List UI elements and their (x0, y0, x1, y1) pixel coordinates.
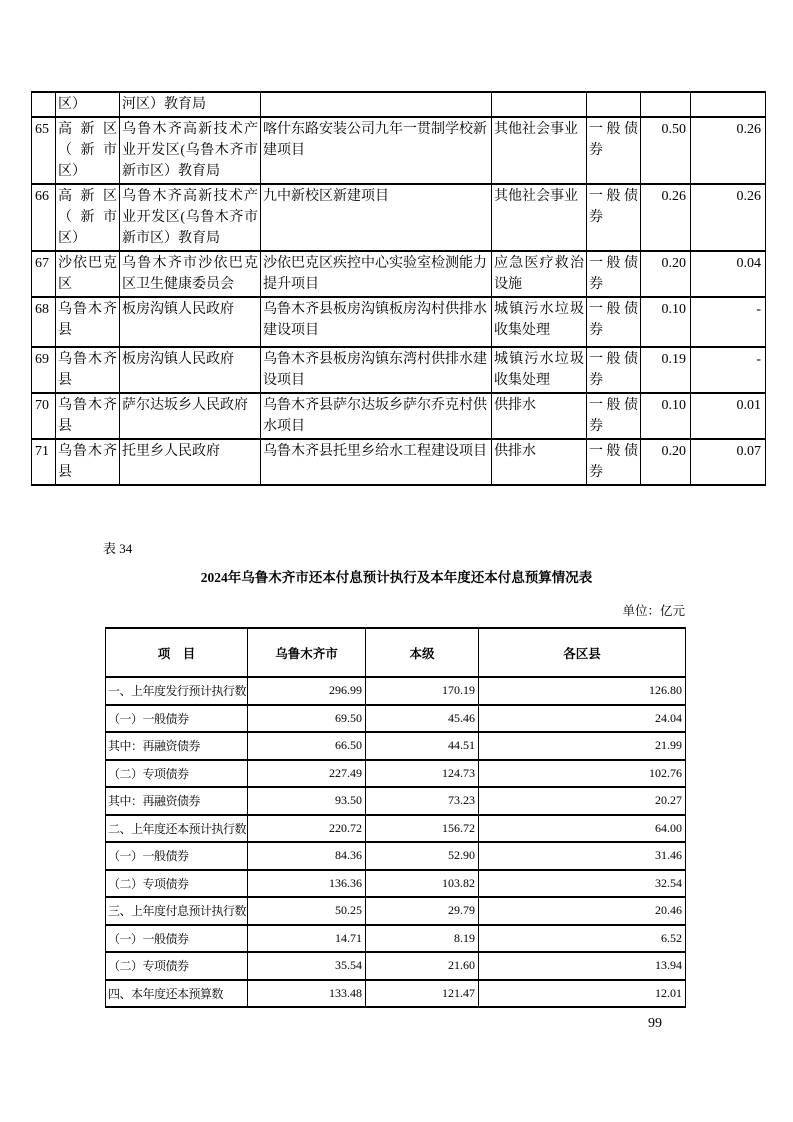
debt-table-cell: 124.73 (366, 760, 479, 788)
bond-projects-table (31, 91, 766, 486)
debt-table-cell: 121.47 (366, 980, 479, 1008)
debt-table-cell: 20.27 (479, 787, 686, 815)
debt-table-cell: 21.99 (479, 732, 686, 760)
debt-table-cell: （二）专项债券 (106, 870, 248, 898)
unit-label: 单位：亿元 (622, 604, 685, 618)
bond-table-cell: 67 (32, 251, 56, 297)
debt-table-cell: 170.19 (366, 677, 479, 705)
debt-table-row (106, 705, 686, 733)
bond-table-cell: 0.01 (691, 393, 766, 439)
bond-table-cell: 乌鲁木齐县 (56, 297, 120, 347)
bond-table-cell: 一般债券 (587, 297, 641, 347)
debt-table-cell: 8.19 (366, 925, 479, 953)
bond-table-cell: 区） (56, 92, 120, 117)
debt-table-cell: 21.60 (366, 952, 479, 980)
debt-table-cell: 13.94 (479, 952, 686, 980)
header-municipal-level: 本级 (366, 628, 479, 677)
bond-table-row (32, 184, 766, 251)
bond-table-cell: 乌鲁木齐县板房沟镇板房沟村供排水建设项目 (261, 297, 492, 347)
debt-table-row (106, 980, 686, 1008)
bond-table-cell: 0.26 (691, 184, 766, 251)
bond-table-cell: 66 (32, 184, 56, 251)
header-urumqi-city: 乌鲁木齐市 (248, 628, 366, 677)
bond-table-row (32, 439, 766, 485)
debt-table-cell: 31.46 (479, 842, 686, 870)
bond-table-cell: 其他社会事业 (492, 117, 587, 184)
debt-table-cell: 66.50 (248, 732, 366, 760)
debt-table-cell: 其中：再融资债券 (106, 787, 248, 815)
debt-table-cell: 24.04 (479, 705, 686, 733)
debt-table-cell: 126.80 (479, 677, 686, 705)
debt-table-header-row (106, 628, 686, 677)
bond-table-cell: 71 (32, 439, 56, 485)
debt-table-cell: 一、上年度发行预计执行数 (106, 677, 248, 705)
bond-table-cell: 城镇污水垃圾收集处理 (492, 297, 587, 347)
debt-table-row (106, 842, 686, 870)
bond-table-cell: 乌鲁木齐县板房沟镇东湾村供排水建设项目 (261, 347, 492, 393)
debt-table-cell: 220.72 (248, 815, 366, 843)
debt-table-cell: （一）一般债券 (106, 925, 248, 953)
debt-table-row (106, 952, 686, 980)
debt-table-cell: 93.50 (248, 787, 366, 815)
bond-table-cell: 一般债券 (587, 439, 641, 485)
debt-table-cell: 156.72 (366, 815, 479, 843)
bond-table-cell: 0.10 (641, 297, 691, 347)
bond-table-cell: 0.10 (641, 393, 691, 439)
debt-table-cell: 其中：再融资债券 (106, 732, 248, 760)
debt-table-cell: 三、上年度付息预计执行数 (106, 897, 248, 925)
debt-table-cell: 14.71 (248, 925, 366, 953)
debt-table-row (106, 677, 686, 705)
bond-table-cell: 沙依巴克区 (56, 251, 120, 297)
bond-table-cell: 供排水 (492, 439, 587, 485)
bond-table-cell: 0.20 (641, 439, 691, 485)
debt-table-cell: 133.48 (248, 980, 366, 1008)
debt-table-cell: 29.79 (366, 897, 479, 925)
bond-table-cell: 喀什东路安装公司九年一贯制学校新建项目 (261, 117, 492, 184)
debt-table-cell: （一）一般债券 (106, 842, 248, 870)
bond-table-row (32, 393, 766, 439)
bond-table-cell (261, 92, 492, 117)
bond-table-cell: 70 (32, 393, 56, 439)
debt-table-cell: 二、上年度还本预计执行数 (106, 815, 248, 843)
debt-table-cell: 73.23 (366, 787, 479, 815)
table-number-label: 表 34 (103, 541, 133, 556)
bond-table-cell: 应急医疗救治设施 (492, 251, 587, 297)
bond-table-cell: 一般债券 (587, 117, 641, 184)
bond-table-cell: 乌鲁木齐县 (56, 347, 120, 393)
debt-table-cell: （一）一般债券 (106, 705, 248, 733)
debt-table-cell: 32.54 (479, 870, 686, 898)
bond-table-cell: 乌鲁木齐市沙依巴克区卫生健康委员会 (120, 251, 261, 297)
bond-table-cell: 69 (32, 347, 56, 393)
bond-table-row (32, 347, 766, 393)
bond-table-cell: - (691, 297, 766, 347)
table-title: 2024年乌鲁木齐市还本付息预计执行及本年度还本付息预算情况表 (200, 570, 593, 585)
bond-table-cell: 供排水 (492, 393, 587, 439)
debt-table-cell: 四、本年度还本预算数 (106, 980, 248, 1008)
bond-table-cell (587, 92, 641, 117)
debt-table-cell: 136.36 (248, 870, 366, 898)
debt-table-row (106, 870, 686, 898)
bond-table-cell: 板房沟镇人民政府 (120, 347, 261, 393)
bond-table-row (32, 117, 766, 184)
debt-table-row (106, 815, 686, 843)
debt-table-cell: 103.82 (366, 870, 479, 898)
header-item: 项 目 (106, 628, 248, 677)
debt-table-cell: 35.54 (248, 952, 366, 980)
debt-table-cell: 64.00 (479, 815, 686, 843)
bond-table-cell: 0.20 (641, 251, 691, 297)
debt-table-row (106, 897, 686, 925)
bond-table-cell (32, 92, 56, 117)
bond-table-cell: 板房沟镇人民政府 (120, 297, 261, 347)
debt-table-cell: 84.36 (248, 842, 366, 870)
bond-table-cell: 乌鲁木齐县 (56, 393, 120, 439)
bond-table-cell: 高新区（新市区） (56, 184, 120, 251)
debt-table-cell: 52.90 (366, 842, 479, 870)
bond-table-cell: 乌鲁木齐县萨尔达坂乡萨尔乔克村供水项目 (261, 393, 492, 439)
bond-table-cell: 托里乡人民政府 (120, 439, 261, 485)
bond-table-cell: 萨尔达坂乡人民政府 (120, 393, 261, 439)
bond-table-cell: 城镇污水垃圾收集处理 (492, 347, 587, 393)
page-number: 99 (648, 1016, 662, 1031)
bond-table-cell: 乌鲁木齐县 (56, 439, 120, 485)
bond-table-cell: 高新区（新市区） (56, 117, 120, 184)
bond-table-cell: 65 (32, 117, 56, 184)
bond-table-cell: 乌鲁木齐县托里乡给水工程建设项目 (261, 439, 492, 485)
bond-table-row (32, 297, 766, 347)
bond-table-cell: 0.07 (691, 439, 766, 485)
debt-table-cell: 296.99 (248, 677, 366, 705)
bond-table-cell: 一般债券 (587, 251, 641, 297)
bond-table-row (32, 92, 766, 117)
bond-table-cell: 乌鲁木齐高新技术产业开发区(乌鲁木齐市新市区）教育局 (120, 184, 261, 251)
debt-table-cell: 50.25 (248, 897, 366, 925)
debt-table-cell: 6.52 (479, 925, 686, 953)
debt-table-cell: 45.46 (366, 705, 479, 733)
bond-table-cell: 一般债券 (587, 393, 641, 439)
bond-table-cell: 九中新校区新建项目 (261, 184, 492, 251)
debt-table-cell: （二）专项债券 (106, 952, 248, 980)
bond-table-cell: - (691, 347, 766, 393)
debt-table-cell: 102.76 (479, 760, 686, 788)
debt-table-row (106, 787, 686, 815)
bond-table-row (32, 251, 766, 297)
bond-table-cell: 沙依巴克区疾控中心实验室检测能力提升项目 (261, 251, 492, 297)
bond-table-cell (691, 92, 766, 117)
header-districts: 各区县 (479, 628, 686, 677)
bond-table-cell (641, 92, 691, 117)
bond-table-cell: 乌鲁木齐高新技术产业开发区(乌鲁木齐市新市区）教育局 (120, 117, 261, 184)
debt-table-row (106, 732, 686, 760)
bond-table-cell: 一般债券 (587, 347, 641, 393)
debt-table-cell: 44.51 (366, 732, 479, 760)
bond-table-cell: 0.04 (691, 251, 766, 297)
bond-table-cell: 0.50 (641, 117, 691, 184)
debt-table-row (106, 925, 686, 953)
bond-table-cell: 其他社会事业 (492, 184, 587, 251)
debt-table-cell: 69.50 (248, 705, 366, 733)
debt-table-cell: 12.01 (479, 980, 686, 1008)
debt-table-cell: （二）专项债券 (106, 760, 248, 788)
bond-table-cell: 一般债券 (587, 184, 641, 251)
bond-table-cell (492, 92, 587, 117)
debt-table-cell: 20.46 (479, 897, 686, 925)
bond-table-cell: 0.26 (691, 117, 766, 184)
debt-summary-table (105, 627, 686, 1008)
debt-table-row (106, 760, 686, 788)
bond-table-cell: 河区）教育局 (120, 92, 261, 117)
bond-table-cell: 68 (32, 297, 56, 347)
bond-table-cell: 0.26 (641, 184, 691, 251)
bond-table-cell: 0.19 (641, 347, 691, 393)
debt-table-cell: 227.49 (248, 760, 366, 788)
